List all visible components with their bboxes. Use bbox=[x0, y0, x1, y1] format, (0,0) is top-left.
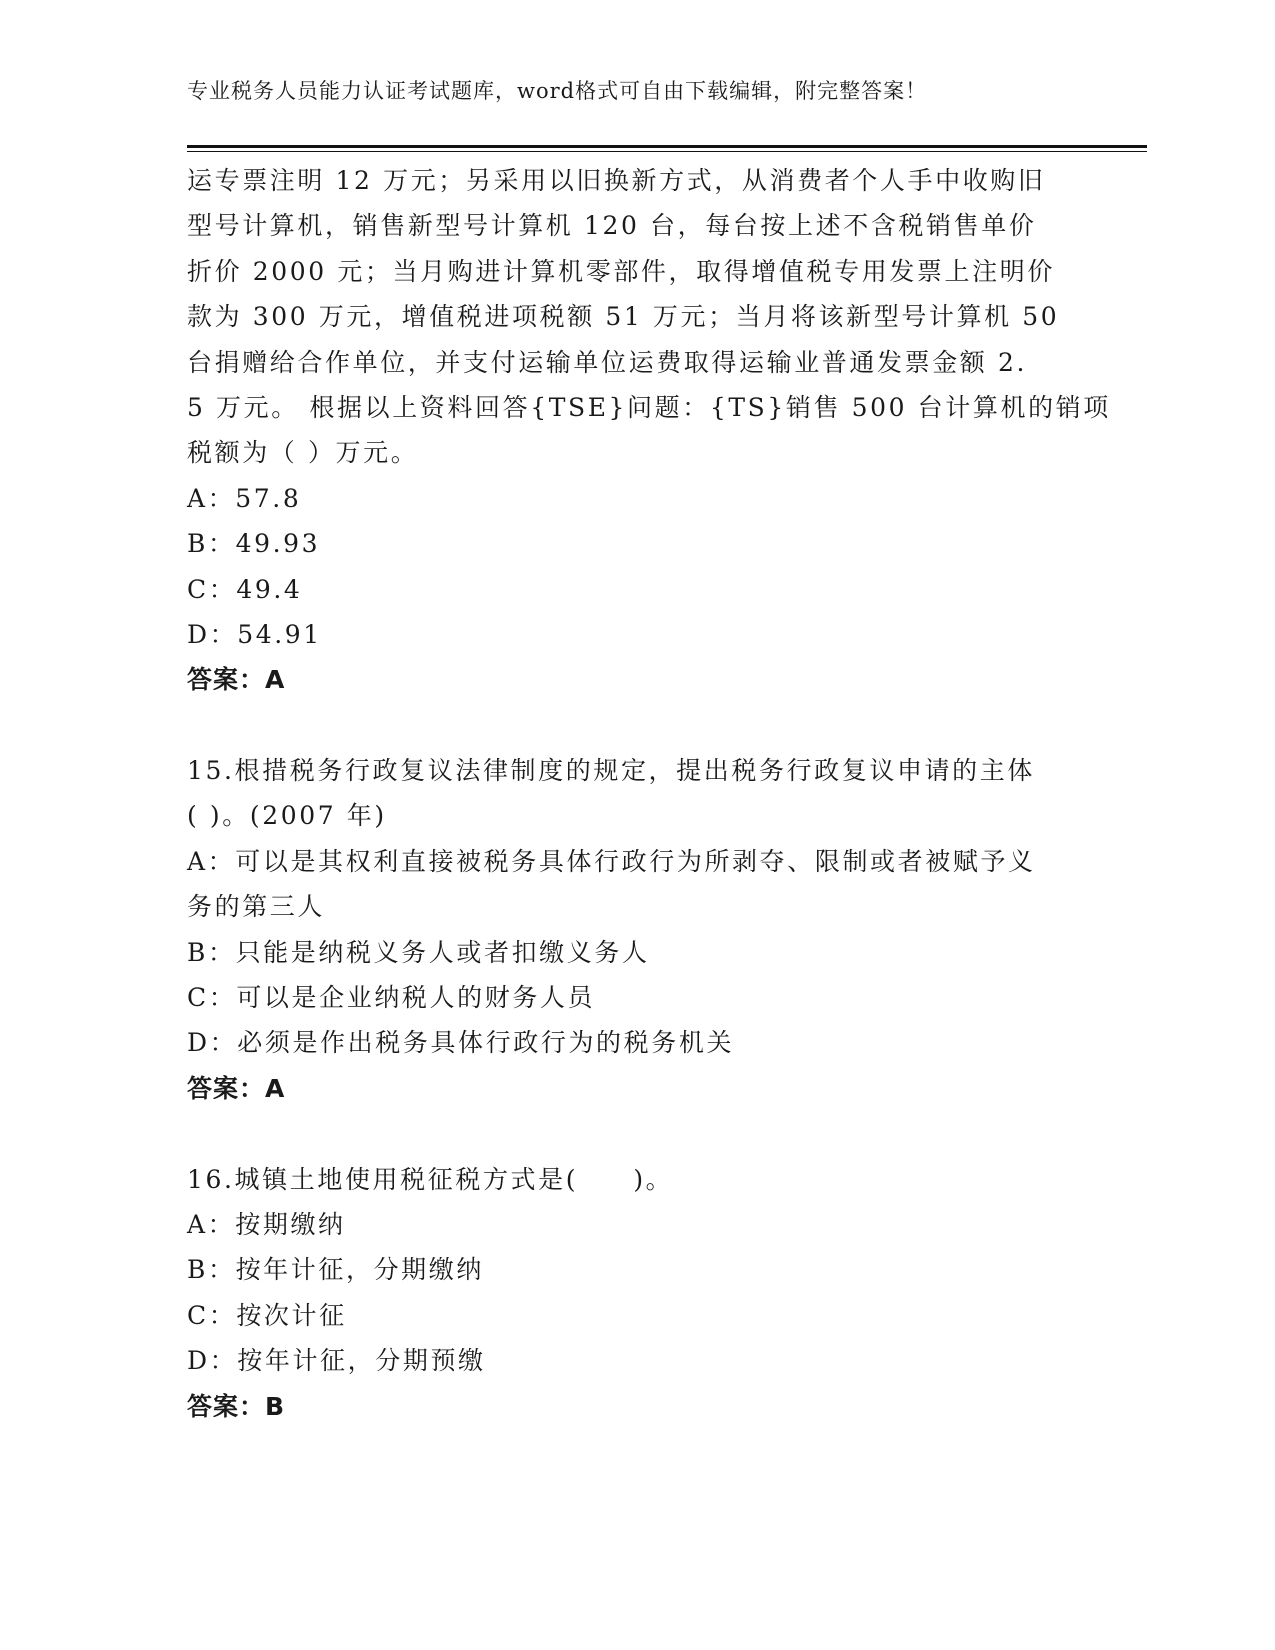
option-d: D：按年计征，分期预缴 bbox=[187, 1346, 486, 1376]
question-stem-line: 款为 300 万元，增值税进项税额 51 万元；当月将该新型号计算机 50 bbox=[187, 302, 1060, 332]
document-body bbox=[187, 158, 1111, 1429]
question-16 bbox=[187, 1157, 1087, 1429]
question-stem-line: 折价 2000 元；当月购进计算机零部件，取得增值税专用发票上注明价 bbox=[187, 256, 1055, 286]
question-stem-line: 16.城镇土地使用税征税方式是( )。 bbox=[187, 1164, 674, 1194]
option-c: C：按次计征 bbox=[187, 1300, 347, 1330]
option-b: B：只能是纳税义务人或者扣缴义务人 bbox=[187, 937, 650, 967]
question-stem-line: 5 万元。 根据以上资料回答{TSE}问题：{TS}销售 500 台计算机的销项 bbox=[187, 392, 1111, 422]
question-stem-line: 税额为（ ）万元。 bbox=[187, 438, 419, 468]
header-rule-thick bbox=[187, 145, 1147, 148]
question-14 bbox=[187, 158, 1111, 703]
option-a: A：可以是其权利直接被税务具体行政行为所剥夺、限制或者被赋予义 bbox=[187, 846, 1036, 876]
option-b: B：按年计征，分期缴纳 bbox=[187, 1255, 484, 1285]
answer-line: 答案：A bbox=[187, 1073, 286, 1103]
option-d: D：必须是作出税务具体行政行为的税务机关 bbox=[187, 1028, 735, 1058]
answer-line: 答案：B bbox=[187, 1391, 286, 1421]
question-stem-line: 15.根措税务行政复议法律制度的规定，提出税务行政复议申请的主体 bbox=[187, 756, 1035, 786]
question-stem-line: 台捐赠给合作单位，并支付运输单位运费取得运输业普通发票金额 2. bbox=[187, 347, 1028, 377]
option-d: D：54.91 bbox=[187, 619, 322, 649]
spacer bbox=[187, 703, 1087, 748]
option-c: C：49.4 bbox=[187, 574, 303, 604]
option-a: A：57.8 bbox=[187, 483, 302, 513]
question-stem-line: 运专票注明 12 万元；另采用以旧换新方式，从消费者个人手中收购旧 bbox=[187, 166, 1046, 195]
question-stem-line: ( )。(2007 年) bbox=[187, 801, 387, 831]
option-a: A：按期缴纳 bbox=[187, 1209, 346, 1239]
question-15 bbox=[187, 748, 1087, 1111]
option-b: B：49.93 bbox=[187, 529, 321, 559]
answer-line: 答案：A bbox=[187, 665, 286, 695]
header-rule-thin bbox=[187, 151, 1147, 152]
spacer bbox=[187, 1111, 1087, 1156]
option-a-continued: 务的第三人 bbox=[187, 892, 326, 922]
question-stem-line: 型号计算机，销售新型号计算机 120 台，每台按上述不含税销售单价 bbox=[187, 211, 1037, 241]
option-c: C：可以是企业纳税人的财务人员 bbox=[187, 983, 596, 1013]
page-header: 专业税务人员能力认证考试题库，word格式可自由下载编辑，附完整答案！ bbox=[187, 79, 928, 103]
